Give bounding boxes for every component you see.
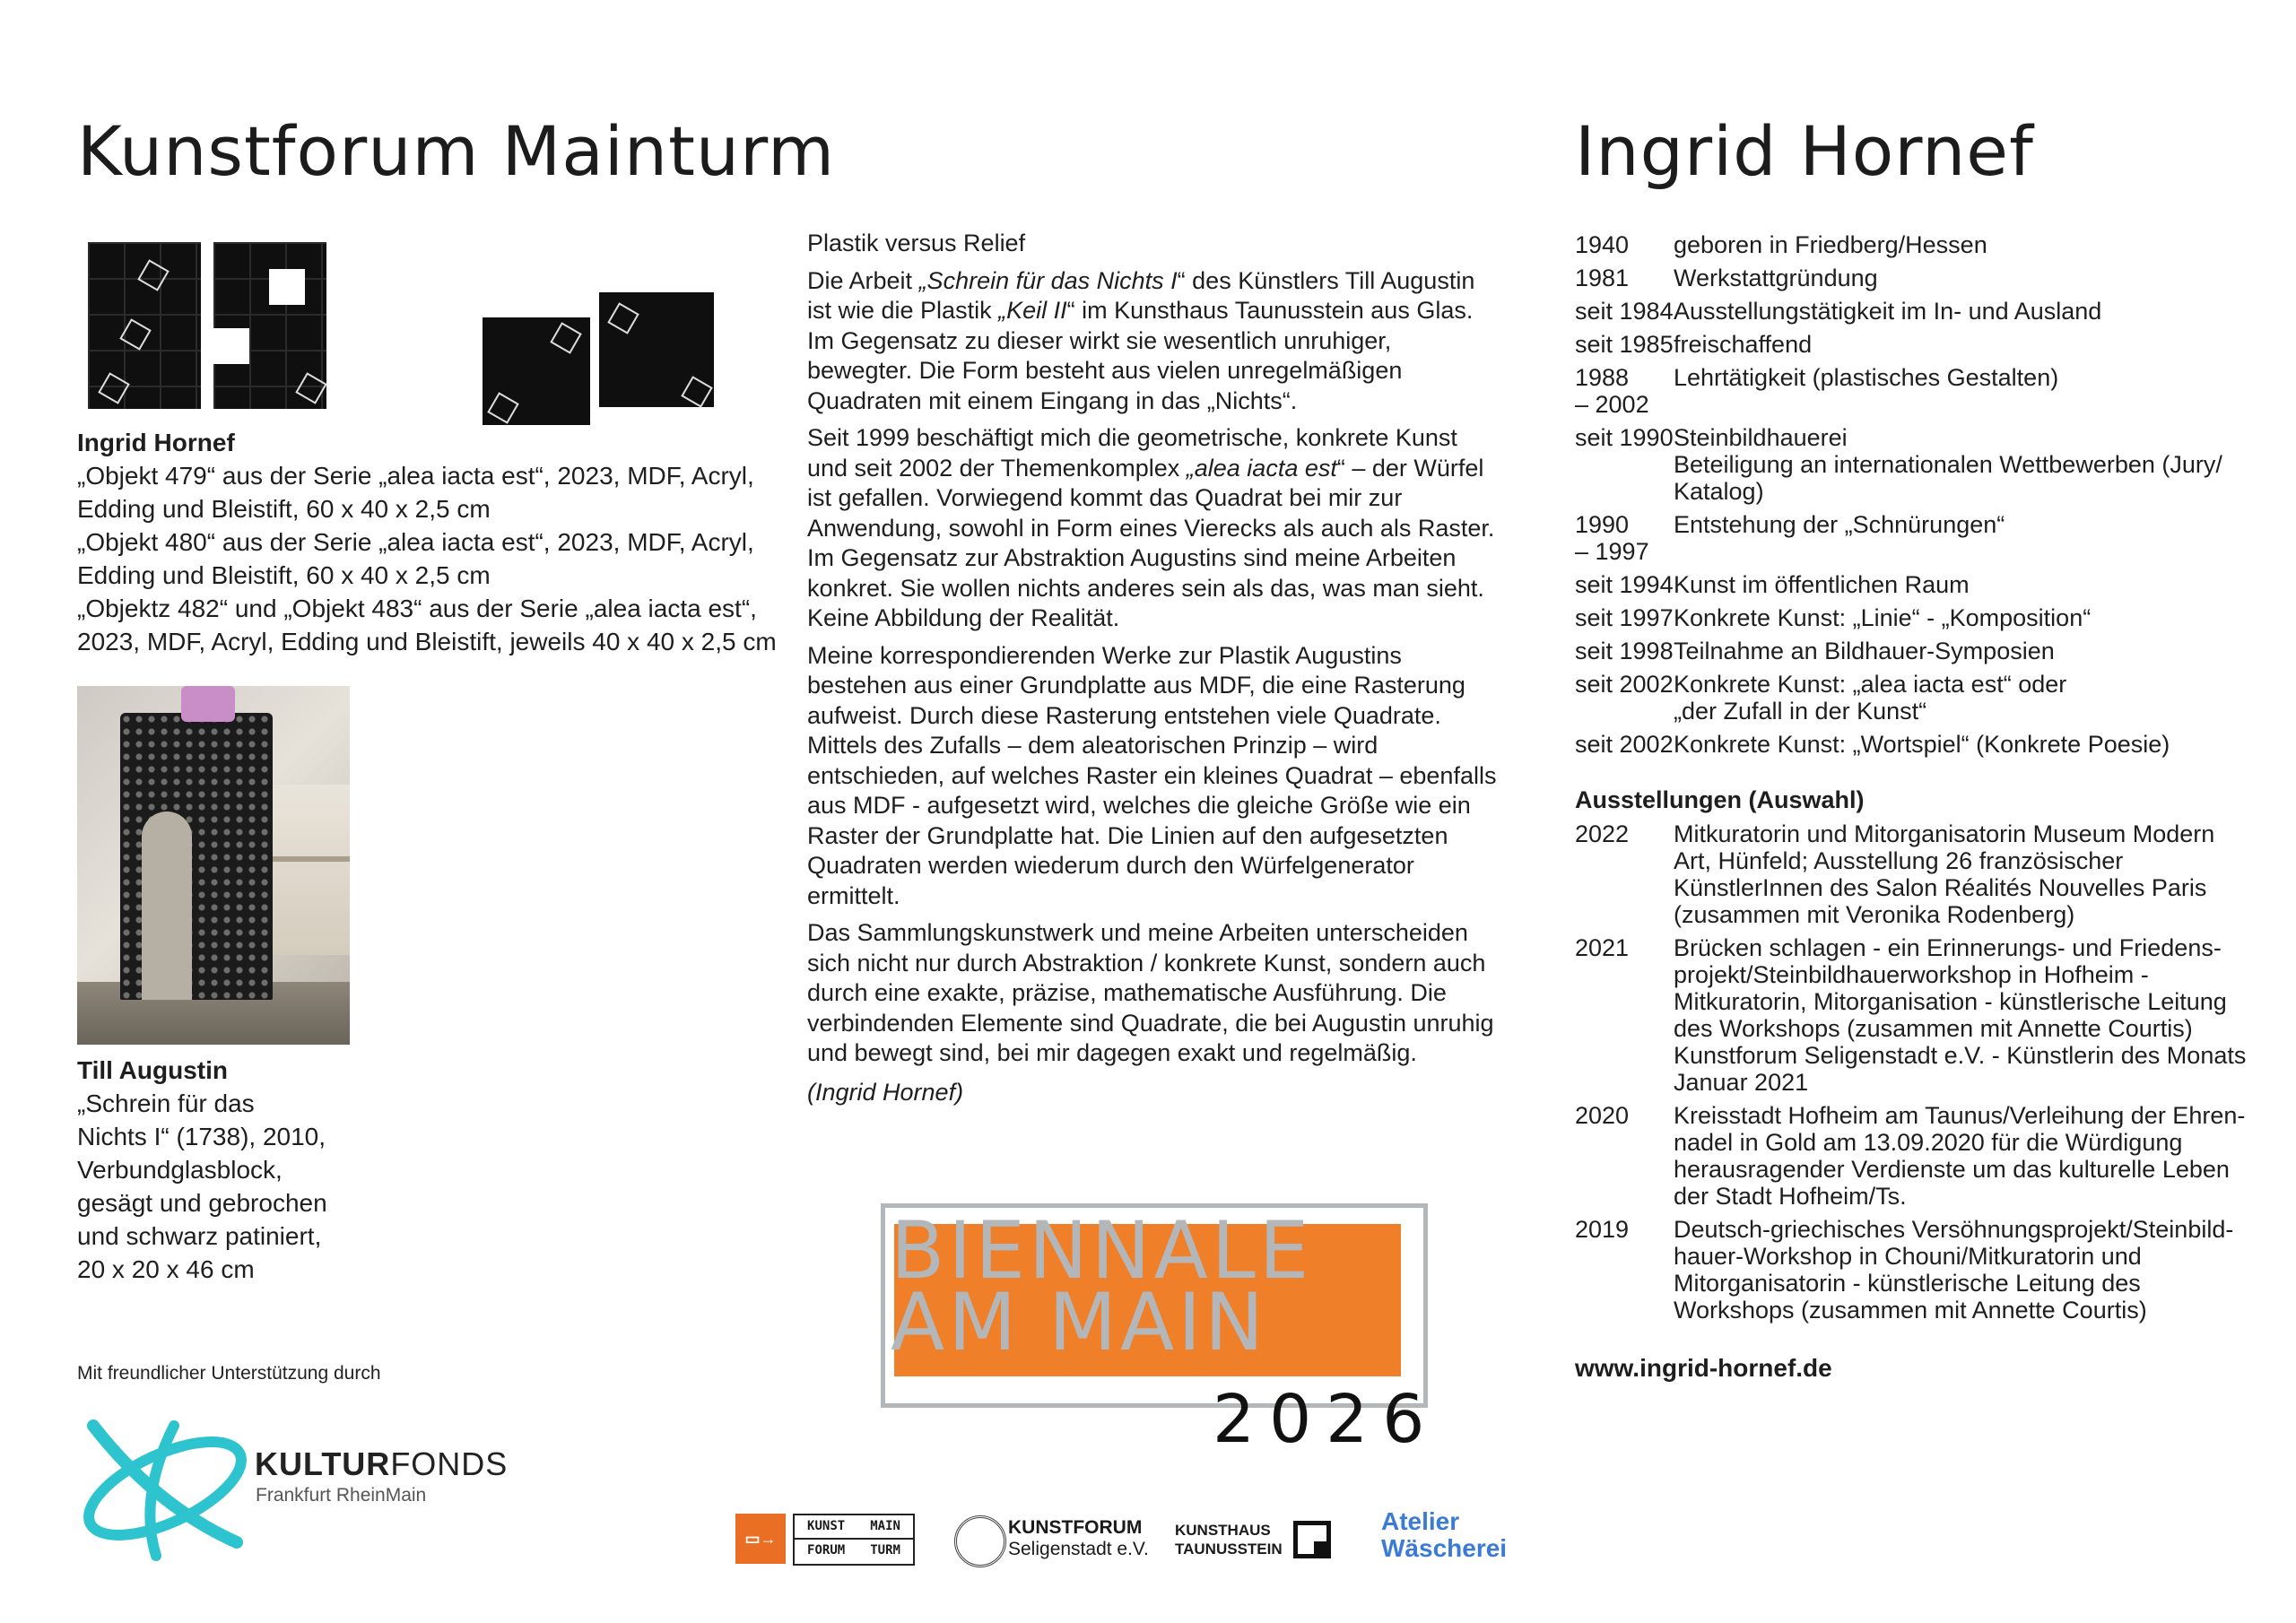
exhibition-year: 2020: [1575, 1102, 1630, 1129]
caption-hornef-line: Edding und Bleistift, 60 x 40 x 2,5 cm: [77, 561, 491, 589]
taunusstein-square-icon: [1293, 1521, 1331, 1558]
support-text: Mit freundlicher Unterstützung durch: [77, 1363, 381, 1384]
bio-row: [1575, 511, 2257, 565]
kulturfonds-normal: FONDS: [390, 1445, 509, 1482]
exhibitions-heading: Ausstellungen (Auswahl): [1575, 786, 1865, 813]
exhibition-row: [1575, 1102, 2257, 1210]
biennale-line-2: AM MAIN: [891, 1276, 1268, 1368]
exhibition-text: Mitkuratorin und Mitorganisatorin Museum Modern Art, Hünfeld; Ausstellung 26 französischer KünstlerInnen des Salon Réalités Nouvelles Paris (zusammen mit Veronika Rodenberg): [1674, 820, 2215, 928]
bio-text: Entstehung der „Schnürungen“: [1674, 511, 2005, 538]
caption-augustin-line: Verbundglasblock,: [77, 1156, 283, 1184]
artwork-objekt-480: [213, 242, 326, 409]
exhibition-row: [1575, 1216, 2257, 1324]
bio-year: seit 1984: [1575, 298, 1674, 325]
bio-year: seit 2002: [1575, 671, 1674, 698]
exhibition-row: [1575, 820, 2257, 928]
biennale-logo: [881, 1203, 1428, 1408]
bio-year: seit 1990: [1575, 424, 1674, 451]
bio-year: 1940: [1575, 231, 1630, 258]
bio-row: [1575, 331, 2257, 358]
caption-hornef-line: „Objekt 480“ aus der Serie „alea iacta est“, 2023, MDF, Acryl,: [77, 528, 754, 556]
caption-hornef-line: „Objektz 482“ und „Objekt 483“ aus der Serie „alea iacta est“,: [77, 595, 757, 622]
mainturm-arrow-icon: ▭→: [735, 1514, 786, 1564]
bio-row: [1575, 265, 2257, 291]
exhibition-year: 2019: [1575, 1216, 1630, 1243]
caption-hornef-line: „Objekt 479“ aus der Serie „alea iacta est“, 2023, MDF, Acryl,: [77, 462, 754, 490]
bio-row: [1575, 231, 2257, 258]
caption-hornef-name: Ingrid Hornef: [77, 429, 235, 456]
essay-paragraph-3: Meine korrespondierenden Werke zur Plastik Augustins bestehen aus einer Grundplatte aus MDF, die eine Rasterung aufweist. Durch diese Rasterung entstehen viele Quadrate. Mittels des Zufalls – dem aleatorischen Prinzip – wird entschieden, auf welches Raster ein kleines Quadrat – ebenfalls aus MDF - aufgesetzt wird, welches die gleiche Größe wie ein Raster der Grundplatte hat. Die Linien auf den aufgesetzten Quadraten werden wiederum durch den Würfelgenerator ermittelt.: [807, 641, 1497, 909]
bio-row: [1575, 571, 2257, 598]
essay-paragraph-2: Seit 1999 beschäftigt mich die geometrische, konkrete Kunst und seit 2002 der Themenkomplex „alea iacta est“ – der Würfel ist gefallen. Vorwiegend kommt das Quadrat bei mir zur Anwendung, sowohl in Form eines Vierecks als auch als Raster. Im Gegensatz zur Abstraktion Augustins sind meine Arbeiten konkret. Sie wollen nichts anderes sein als das, was man sieht. Keine Abbildung der Realität.: [807, 424, 1495, 631]
bio-text: Ausstellungstätigkeit im In- und Ausland: [1674, 298, 2102, 325]
caption-augustin-line: und schwarz patiniert,: [77, 1222, 322, 1250]
artwork-hornef-objects: [77, 240, 741, 420]
bio-text: Kunst im öffentlichen Raum: [1674, 571, 1970, 598]
exhibitions-list: [1575, 820, 2257, 1324]
essay-heading: Plastik versus Relief: [807, 230, 1026, 256]
biography: [1575, 231, 2257, 1330]
bio-year: seit 1998: [1575, 638, 1674, 664]
caption-augustin-line: Nichts I“ (1738), 2010,: [77, 1123, 326, 1150]
kulturfonds-logo-icon: [75, 1408, 255, 1565]
bio-year: seit 1985: [1575, 331, 1674, 358]
website-link[interactable]: www.ingrid-hornef.de: [1575, 1354, 1832, 1382]
exhibition-row: [1575, 934, 2257, 1096]
sponsor-grid-turm: TURM: [870, 1543, 900, 1558]
biennale-line-1: BIENNALE: [891, 1204, 1313, 1297]
bio-text: geboren in Friedberg/Hessen: [1674, 231, 1987, 258]
bio-text: Konkrete Kunst: „Linie“ - „Komposition“: [1674, 604, 2092, 631]
bio-year: seit 1997: [1575, 604, 1674, 631]
bio-row: [1575, 424, 2257, 505]
exhibition-text: Kreisstadt Hofheim am Taunus/Verleihung der Ehren- nadel in Gold am 13.09.2020 für die Würdigung herausragender Verdienste um das kulturelle Leben der Stadt Hofheim/Ts.: [1674, 1102, 2246, 1210]
biennale-year: 2026: [1213, 1381, 1439, 1458]
artwork-objekt-482: [483, 317, 590, 425]
essay-signature: (Ingrid Hornef): [807, 1078, 964, 1106]
caption-hornef-line: 2023, MDF, Acryl, Edding und Bleistift, jeweils 40 x 40 x 2,5 cm: [77, 628, 777, 655]
caption-augustin-line: gesägt und gebrochen: [77, 1189, 327, 1217]
bio-year: 1990 – 1997: [1575, 511, 1649, 565]
caption-hornef: [77, 426, 777, 658]
caption-hornef-line: Edding und Bleistift, 60 x 40 x 2,5 cm: [77, 495, 491, 523]
bio-row: [1575, 604, 2257, 631]
bio-row: [1575, 731, 2257, 758]
left-title: Kunstforum Mainturm: [77, 111, 835, 191]
sponsor-kunsthaus-taunusstein: KUNSTHAUS TAUNUSSTEIN: [1175, 1522, 1283, 1558]
bio-text: Lehrtätigkeit (plastisches Gestalten): [1674, 364, 2059, 391]
exhibition-year: 2022: [1575, 820, 1630, 847]
bio-text: Konkrete Kunst: „alea iacta est“ oder „der Zufall in der Kunst“: [1674, 671, 2067, 725]
exhibition-text: Brücken schlagen - ein Erinnerungs- und Friedens- projekt/Steinbildhauerworkshop in Hofheim - Mitkuratorin, Mitorganisation - künstlerische Leitung des Workshops (zusammen mit Annette Courtis) Kunstforum Seligenstadt e.V. - Künstlerin des Monats Januar 2021: [1674, 934, 2247, 1096]
bio-year: seit 2002: [1575, 731, 1674, 758]
bio-year: 1981: [1575, 265, 1630, 291]
caption-augustin: [77, 1054, 418, 1286]
kulturfonds-sub: Frankfurt RheinMain: [256, 1485, 427, 1506]
biography-list: [1575, 231, 2257, 758]
essay-paragraph-4: Das Sammlungskunstwerk und meine Arbeiten unterscheiden sich nicht nur durch Abstraktion / konkrete Kunst, sondern auch durch eine exakte, präzise, mathematische Ausführung. Die verbindenden Elemente sind Quadrate, die bei Augustin unruhig und bewegt sind, bei mir dagegen exakt und regelmäßig.: [807, 919, 1494, 1066]
kulturfonds-name: [255, 1445, 508, 1483]
exhibition-year: 2021: [1575, 934, 1630, 961]
sponsor-kunstforum-seligenstadt: KUNSTFORUM Seligenstadt e.V.: [1008, 1517, 1149, 1559]
bio-text: freischaffend: [1674, 331, 1813, 358]
bio-row: [1575, 298, 2257, 325]
artwork-objekt-483: [599, 292, 714, 407]
bio-row: [1575, 638, 2257, 664]
essay-text: [807, 229, 1498, 1115]
sponsor-grid-main: MAIN: [870, 1519, 900, 1533]
kulturfonds-bold: KULTUR: [255, 1445, 391, 1482]
bio-row: [1575, 671, 2257, 725]
bio-row: [1575, 364, 2257, 418]
bio-text: Steinbildhauerei Beteiligung an internationalen Wettbewerben (Jury/ Katalog): [1674, 424, 2222, 505]
artwork-objekt-479: [88, 242, 201, 409]
sponsor-grid-kunst: KUNST: [807, 1519, 846, 1533]
bio-text: Konkrete Kunst: „Wortspiel“ (Konkrete Poesie): [1674, 731, 2170, 758]
bio-year: seit 1994: [1575, 571, 1674, 598]
bio-text: Teilnahme an Bildhauer-Symposien: [1674, 638, 2055, 664]
artist-title: Ingrid Hornef: [1575, 111, 2034, 191]
caption-augustin-line: 20 x 20 x 46 cm: [77, 1255, 255, 1283]
exhibition-text: Deutsch-griechisches Versöhnungsprojekt/Steinbild- hauer-Workshop in Chouni/Mitkuratorin und Mitorganisatorin - künstlerische Leitung des Workshops (zusammen mit Annette Courtis): [1674, 1216, 2234, 1324]
seligenstadt-emblem-icon: [954, 1515, 1006, 1567]
sponsor-atelier-waescherei: Atelier Wäscherei: [1381, 1507, 1508, 1562]
essay-paragraph-1: Die Arbeit „Schrein für das Nichts I“ des Künstlers Till Augustin ist wie die Plastik „Keil II“ im Kunsthaus Taunusstein aus Glas. Im Gegensatz zu dieser wirkt sie wesentlich unruhiger, bewegter. Die Form besteht aus vielen unregelmäßigen Quadraten mit einem Eingang in das „Nichts“.: [807, 266, 1475, 414]
photo-schrein-fuer-das-nichts: [77, 686, 350, 1045]
caption-augustin-name: Till Augustin: [77, 1056, 228, 1084]
sponsor-grid-forum: FORUM: [807, 1543, 846, 1558]
sponsor-kunstforum-mainturm: [793, 1514, 915, 1566]
bio-year: 1988 – 2002: [1575, 364, 1649, 418]
caption-augustin-line: „Schrein für das: [77, 1089, 255, 1117]
bio-text: Werkstattgründung: [1674, 265, 1878, 291]
